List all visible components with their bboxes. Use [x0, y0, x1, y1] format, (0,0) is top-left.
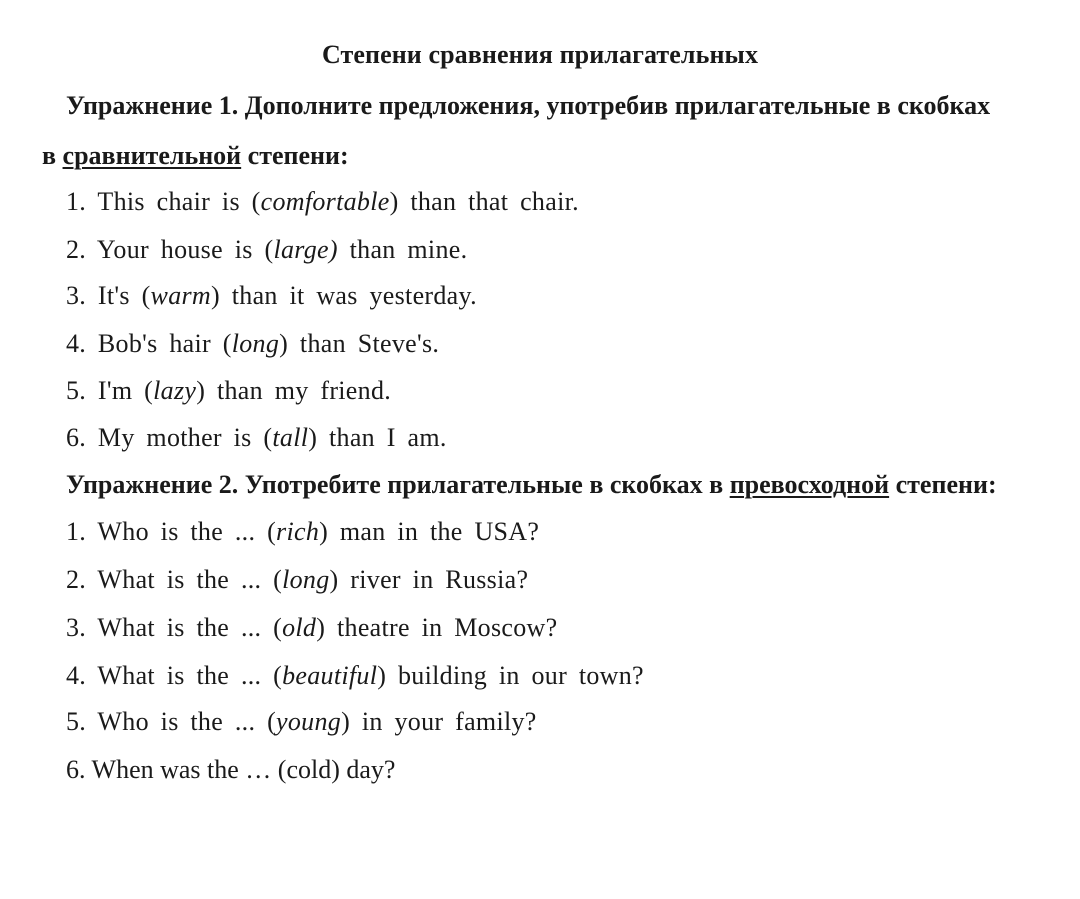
adjective: warm [150, 281, 211, 310]
exercise1-heading-suffix: степени: [241, 141, 349, 170]
adjective: lazy [153, 376, 197, 405]
adjective: tall [272, 423, 309, 452]
exercise1-item [66, 376, 391, 406]
item-text-pre: 4. What is the ... ( [66, 661, 283, 690]
exercise2-item [66, 707, 537, 737]
adjective: large) [273, 235, 338, 264]
item-text-pre: 5. Who is the ... ( [66, 707, 277, 736]
exercise1-item [66, 235, 467, 265]
item-text-pre: 3. What is the ... ( [66, 613, 283, 642]
exercise1-item [66, 281, 477, 311]
exercise2-item [66, 517, 539, 547]
exercise1-heading: Упражнение 1. Дополните предложения, употребив прилагательные в скобках [66, 91, 991, 120]
item-text-post: ) theatre in Moscow? [316, 613, 558, 642]
item-text-post: ) man in the USA? [319, 517, 540, 546]
exercise2-heading [66, 470, 997, 500]
item-text-post: ) than Steve's. [279, 329, 440, 358]
exercise1-heading-underlined: сравнительной [62, 141, 242, 170]
item-text-pre: 1. This chair is ( [66, 187, 261, 216]
exercise1-heading-continued [42, 141, 349, 171]
item-text-post: ) than that chair. [389, 187, 579, 216]
adjective: long [231, 329, 280, 358]
item-text-post: ) in your family? [341, 707, 537, 736]
item-text-post: ) than my friend. [196, 376, 392, 405]
item-text-pre: 1. Who is the ... ( [66, 517, 277, 546]
adjective: rich [276, 517, 320, 546]
exercise2-item [66, 565, 528, 595]
adjective: old [282, 613, 317, 642]
exercise2-item [66, 755, 395, 785]
item-text-pre: 6. When was the … (cold) day? [66, 755, 396, 784]
exercise1-item [66, 329, 439, 359]
item-text-post: ) than it was yesterday. [210, 281, 477, 310]
item-text-pre: 2. What is the ... ( [66, 565, 283, 594]
item-text-pre: 3. It's ( [66, 281, 151, 310]
adjective: comfortable [260, 187, 390, 216]
item-text-post: than mine. [337, 235, 468, 264]
exercise1-heading-prefix: в [42, 141, 63, 170]
exercise2-heading-underlined: превосходной [729, 470, 890, 499]
item-text-pre: 2. Your house is ( [66, 235, 274, 264]
exercise2-item [66, 661, 644, 691]
exercise2-heading-suffix: степени: [889, 470, 997, 499]
exercise1-item [66, 423, 447, 453]
item-text-post: ) than I am. [308, 423, 447, 452]
page-title: Степени сравнения прилагательных [321, 40, 759, 69]
adjective: long [282, 565, 330, 594]
item-text-pre: 6. My mother is ( [66, 423, 273, 452]
adjective: young [276, 707, 342, 736]
item-text-pre: 5. I'm ( [66, 376, 154, 405]
exercise1-item [66, 187, 579, 217]
item-text-post: ) river in Russia? [329, 565, 529, 594]
exercise2-item [66, 613, 557, 643]
exercise2-heading-prefix: Упражнение 2. Употребите прилагательные в скобках в [66, 470, 730, 499]
item-text-post: ) building in our town? [377, 661, 644, 690]
item-text-pre: 4. Bob's hair ( [66, 329, 232, 358]
adjective: beautiful [282, 661, 378, 690]
